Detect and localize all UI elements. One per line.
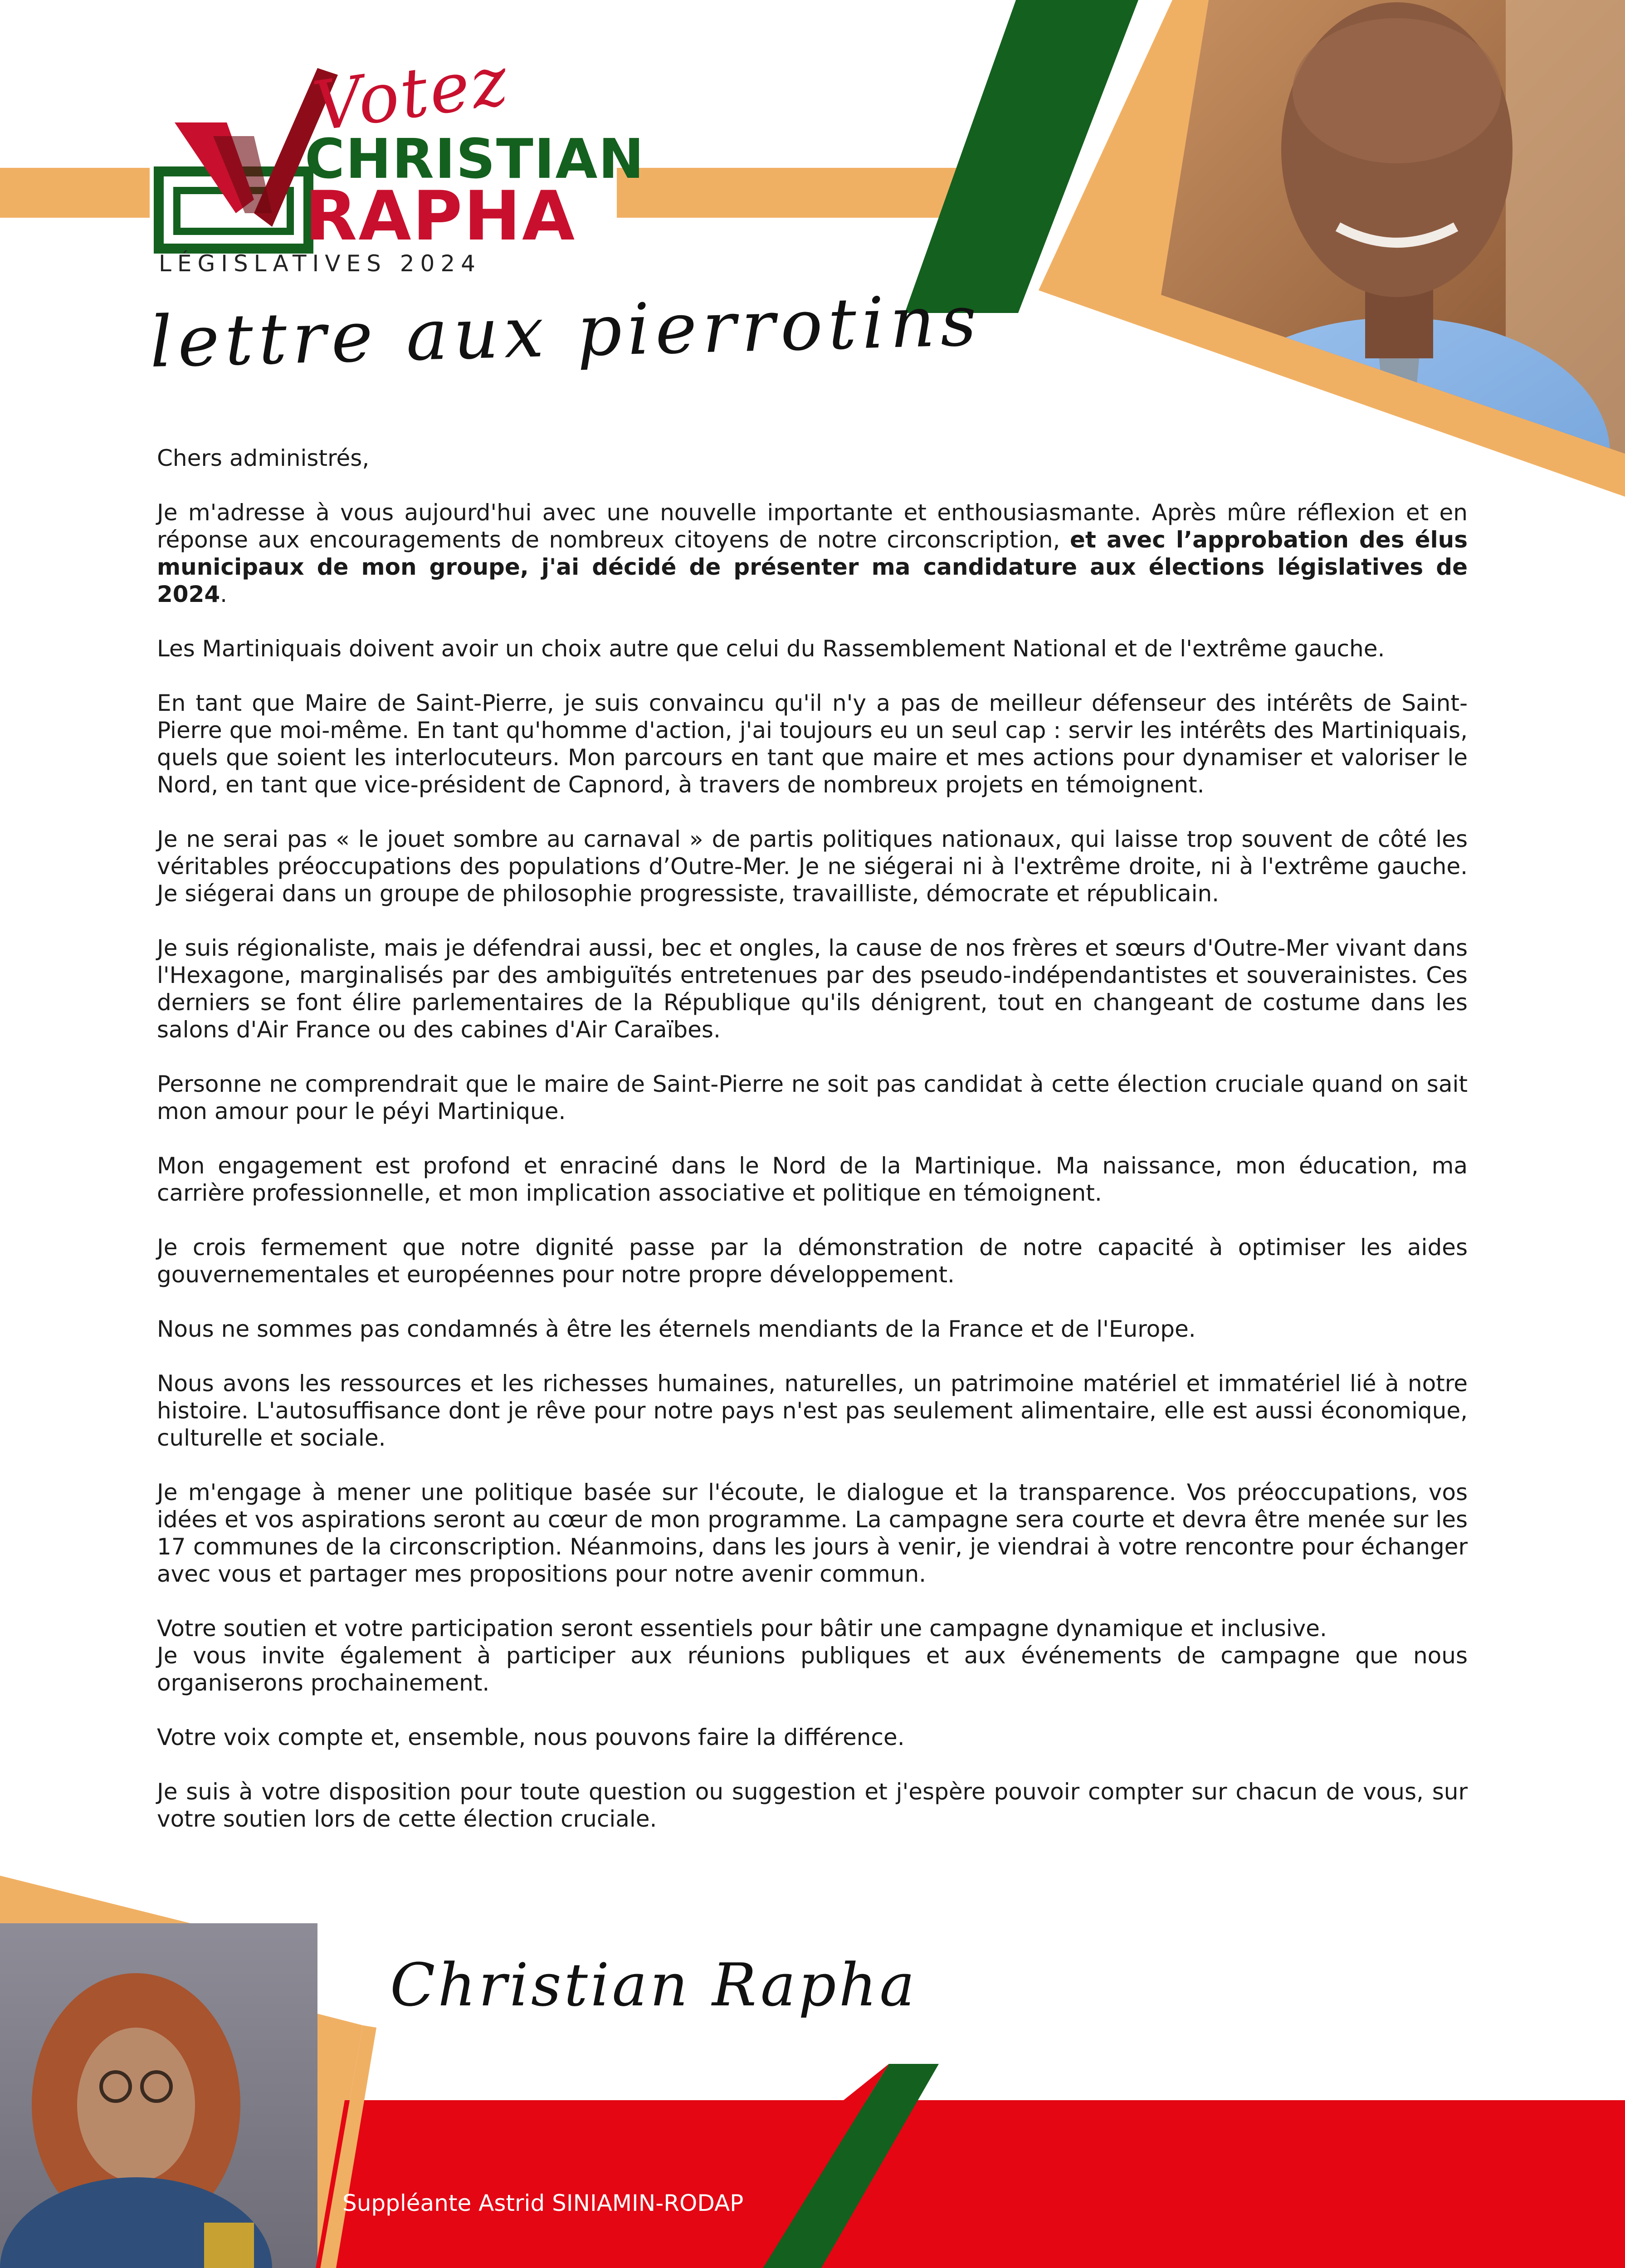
- logo-last-name: RAPHA: [305, 177, 576, 256]
- deputy-photo: [0, 1923, 317, 2268]
- letter-paragraph-4: Je ne serai pas « le jouet sombre au carnaval » de partis politiques nationaux, qui laisse trop souvent de côté les véritables préoccupations des populations d’Outre-Mer. Je ne siégerai ni à l'extrême droite, ni à l'extrême gauche. Je siégerai dans un groupe de philosophie progressiste, travailliste, démocrate et républicain.: [157, 826, 1468, 907]
- logo-subtitle: LÉGISLATIVES 2024: [159, 250, 481, 277]
- deputy-name: Suppléante Astrid SINIAMIN-RODAP: [342, 2190, 744, 2216]
- letter-paragraph-11: Je m'engage à mener une politique basée sur l'écoute, le dialogue et la transparence. Vos préoccupations, vos idées et vos aspirations seront au cœur de mon programme. La campagne sera courte et devra être menée sur les 17 communes de la circonscription. Néanmoins, dans les jours à venir, je viendrai à votre rencontre pour échanger avec vous et partager mes propositions pour notre avenir commun.: [157, 1479, 1468, 1587]
- logo-votez: Votez: [308, 41, 514, 147]
- letter-paragraph-10: Nous avons les ressources et les richesses humaines, naturelles, un patrimoine matériel et immatériel lié à notre histoire. L'autosuffisance dont je rêve pour notre pays n'est pas seulement alimentaire, elle est aussi économique, culturelle et sociale.: [157, 1370, 1468, 1451]
- footer-band: [313, 2100, 1625, 2268]
- letter-paragraph-14: Je suis à votre disposition pour toute question ou suggestion et j'espère pouvoir compter sur chacun de vous, sur votre soutien lors de cette élection cruciale.: [157, 1779, 1468, 1832]
- letter-paragraph-3: En tant que Maire de Saint-Pierre, je suis convaincu qu'il n'y a pas de meilleur défenseur des intérêts de Saint-Pierre que moi-même. En tant qu'homme d'action, j'ai toujours eu un seul cap : servir les intérêts des Martiniquais, quels que soient les interlocuteurs. Mon parcours en tant que maire et mes actions pour dynamiser et valoriser le Nord, en tant que vice-président de Capnord, à travers de nombreux projets en témoignent.: [157, 690, 1468, 798]
- letter-paragraph-6: Personne ne comprendrait que le maire de Saint-Pierre ne soit pas candidat à cette élection cruciale quand on sait mon amour pour le péyi Martinique.: [157, 1071, 1468, 1124]
- letter-paragraph-1: Je m'adresse à vous aujourd'hui avec une nouvelle importante et enthousiasmante. Après mûre réflexion et en réponse aux encouragements de nombreux citoyens de notre circonscription, et avec l’approbation des élus municipaux de mon groupe, j'ai décidé de présenter ma candidature aux élections législatives de 2024.: [157, 499, 1468, 607]
- letter-paragraph-5: Je suis régionaliste, mais je défendrai aussi, bec et ongles, la cause de nos frères et sœurs d'Outre-Mer vivant dans l'Hexagone, marginalisés par des ambiguïtés entretenues par des pseudo-indépendantistes et souverainistes. Ces derniers se font élire parlementaires de la République qu'ils dénigrent, tout en changeant de costume dans les salons d'Air France ou des cabines d'Air Caraïbes.: [157, 935, 1468, 1043]
- letter-paragraph-13: Votre voix compte et, ensemble, nous pouvons faire la différence.: [157, 1724, 905, 1750]
- letter-paragraph-12a: Votre soutien et votre participation seront essentiels pour bâtir une campagne dynamique et inclusive.: [157, 1615, 1327, 1642]
- letter-paragraph-7: Mon engagement est profond et enraciné dans le Nord de la Martinique. Ma naissance, mon éducation, ma carrière professionnelle, et mon implication associative et politique en témoignent.: [157, 1153, 1468, 1206]
- logo-first-name: CHRISTIAN: [305, 128, 645, 191]
- letter-body: [157, 445, 1468, 1860]
- letter-paragraph-8: Je crois fermement que notre dignité passe par la démonstration de notre capacité à optimiser les aides gouvernementales et européennes pour notre propre développement.: [157, 1234, 1468, 1288]
- letter-paragraph-2: Les Martiniquais doivent avoir un choix autre que celui du Rassemblement National et de l'extrême gauche.: [157, 635, 1385, 662]
- letter-paragraph-12b: Je vous invite également à participer aux réunions publiques et aux événements de campagne que nous organiserons prochainement.: [157, 1642, 1468, 1696]
- letter-greeting: Chers administrés,: [157, 445, 370, 471]
- header-bar-left: [0, 168, 150, 218]
- letter-title: lettre aux pierrotins: [148, 279, 983, 383]
- signature: Christian Rapha: [390, 1950, 917, 2019]
- letter-paragraph-9: Nous ne sommes pas condamnés à être les éternels mendiants de la France et de l'Europe.: [157, 1316, 1196, 1342]
